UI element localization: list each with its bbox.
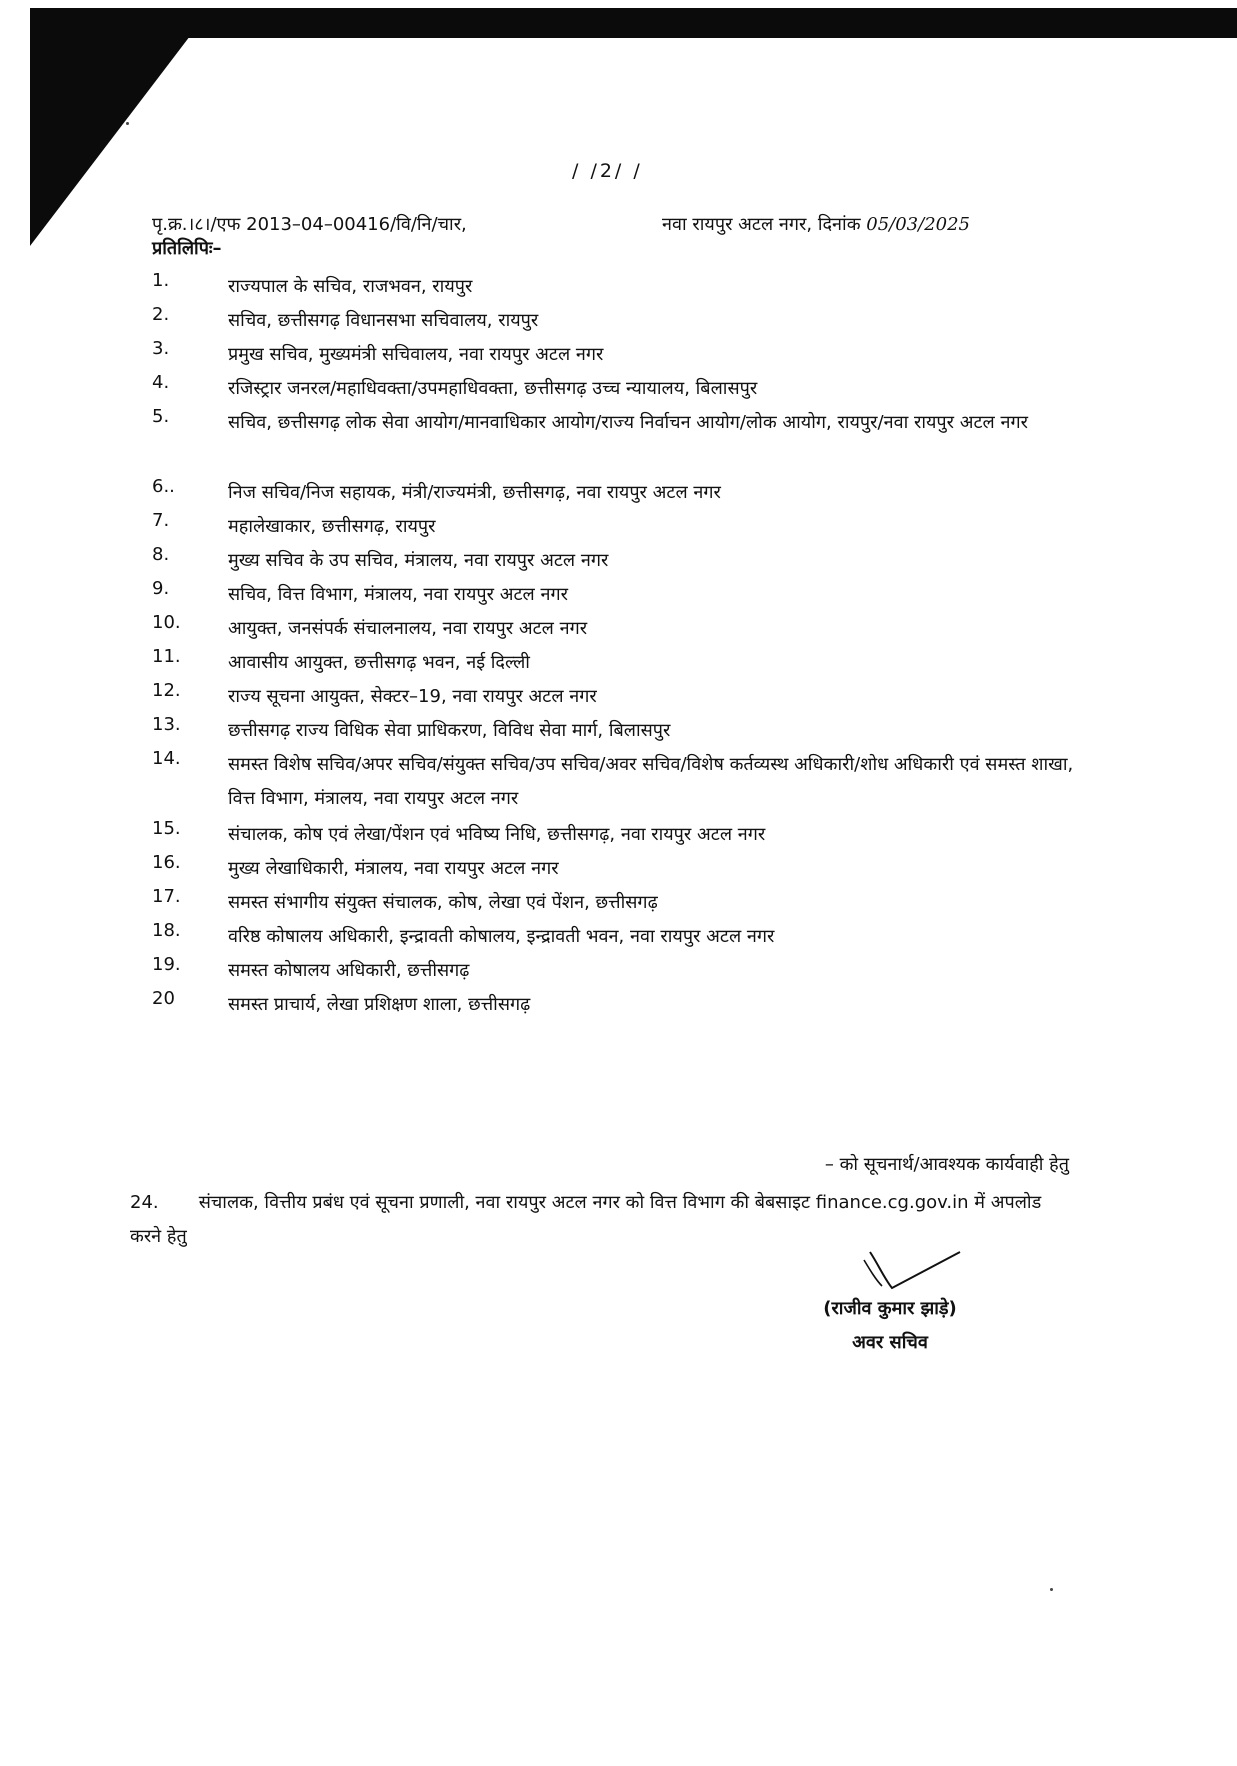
list-item (152, 578, 1082, 612)
item-number: 11. (152, 646, 181, 667)
item-number: 20 (152, 988, 175, 1009)
list-item (152, 646, 1082, 680)
item-text: समस्त कोषालय अधिकारी, छत्तीसगढ़ (228, 960, 470, 981)
item-number: 8. (152, 544, 170, 565)
list-item (152, 920, 1082, 954)
scan-speck (126, 122, 129, 125)
list-item (152, 852, 1082, 886)
item-number: 24. (130, 1192, 159, 1213)
list-item (152, 714, 1082, 748)
item-number: 19. (152, 954, 181, 975)
item-text: मुख्य लेखाधिकारी, मंत्रालय, नवा रायपुर अटल नगर (228, 858, 559, 879)
item-text: प्रमुख सचिव, मुख्यमंत्री सचिवालय, नवा रायपुर अटल नगर (228, 344, 604, 365)
signatory-name: (राजीव कुमार झाड़े) (823, 1298, 957, 1319)
list-item (152, 304, 1082, 338)
item-text: आवासीय आयुक्त, छत्तीसगढ़ भवन, नई दिल्ली (228, 652, 530, 673)
item-number: 15. (152, 818, 181, 839)
item-text: सचिव, छत्तीसगढ़ विधानसभा सचिवालय, रायपुर (228, 310, 539, 331)
item-number: 7. (152, 510, 170, 531)
list-item (152, 748, 1082, 818)
handwritten-signature (848, 1244, 968, 1304)
item-text: समस्त संभागीय संयुक्त संचालक, कोष, लेखा एवं पेंशन, छत्तीसगढ़ (228, 892, 658, 913)
list-item (152, 270, 1082, 304)
item-number: 16. (152, 852, 181, 873)
item-number: 17. (152, 886, 181, 907)
page-number: / /2/ / (572, 160, 643, 182)
item-number: 6.. (152, 476, 175, 497)
list-item (152, 338, 1082, 372)
item-text: राज्य सूचना आयुक्त, सेक्टर–19, नवा रायपुर अटल नगर (228, 686, 597, 707)
list-item (152, 988, 1082, 1022)
copy-heading: प्रतिलिपिः– (152, 238, 222, 259)
item-number: 18. (152, 920, 181, 941)
item-number: 13. (152, 714, 181, 735)
list-item (152, 954, 1082, 988)
item-text: आयुक्त, जनसंपर्क संचालनालय, नवा रायपुर अटल नगर (228, 618, 588, 639)
reference-date: 05/03/2025 (866, 214, 971, 235)
item-number: 5. (152, 406, 170, 427)
scan-shadow-bar (30, 8, 1237, 38)
item-number: 1. (152, 270, 170, 291)
item-text: सचिव, वित्त विभाग, मंत्रालय, नवा रायपुर अटल नगर (228, 584, 568, 605)
item-number: 4. (152, 372, 170, 393)
item-text: महालेखाकार, छत्तीसगढ़, रायपुर (228, 516, 436, 537)
list-item (152, 476, 1082, 510)
item-text: समस्त प्राचार्य, लेखा प्रशिक्षण शाला, छत्तीसगढ़ (228, 994, 531, 1015)
item-number: 9. (152, 578, 170, 599)
item-number: 2. (152, 304, 170, 325)
list-item (152, 510, 1082, 544)
item-text: संचालक, वित्तीय प्रबंध एवं सूचना प्रणाली, नवा रायपुर अटल नगर को वित्त विभाग की बेबसाइट finance.cg.gov.in में अपलोड करने हेतु (130, 1192, 1042, 1247)
item-text: मुख्य सचिव के उप सचिव, मंत्रालय, नवा रायपुर अटल नगर (228, 550, 609, 571)
reference-number: पृ.क्र.।८।/एफ 2013–04–00416/वि/नि/चार, (152, 214, 467, 235)
recipient-list (152, 270, 1082, 1022)
item-text: वरिष्ठ कोषालय अधिकारी, इन्द्रावती कोषालय, इन्द्रावती भवन, नवा रायपुर अटल नगर (228, 926, 775, 947)
list-item (152, 372, 1082, 406)
item-text: राज्यपाल के सचिव, राजभवन, रायपुर (228, 276, 473, 297)
item-text: रजिस्ट्रार जनरल/महाधिवक्ता/उपमहाधिवक्ता, छत्तीसगढ़ उच्च न्यायालय, बिलासपुर (228, 378, 758, 399)
reference-place: नवा रायपुर अटल नगर, दिनांक (662, 214, 861, 235)
list-item (152, 886, 1082, 920)
list-item (152, 818, 1082, 852)
item-text: समस्त विशेष सचिव/अपर सचिव/संयुक्त सचिव/उप सचिव/अवर सचिव/विशेष कर्तव्यस्थ अधिकारी/शोध अधिकारी एवं समस्त शाखा, वित्त विभाग, मंत्रालय, नवा रायपुर अटल नगर (228, 754, 1074, 809)
item-text: छत्तीसगढ़ राज्य विधिक सेवा प्राधिकरण, विविध सेवा मार्ग, बिलासपुर (228, 720, 671, 741)
item-number: 12. (152, 680, 181, 701)
scan-speck (1050, 1588, 1053, 1591)
list-item (152, 544, 1082, 578)
reference-place-date (662, 212, 970, 236)
action-note: – को सूचनार्थ/आवश्यक कार्यवाही हेतु (824, 1154, 1069, 1175)
item-text: निज सचिव/निज सहायक, मंत्री/राज्यमंत्री, छत्तीसगढ़, नवा रायपुर अटल नगर (228, 482, 721, 503)
item-number: 10. (152, 612, 181, 633)
list-item (152, 680, 1082, 714)
list-item (152, 612, 1082, 646)
item-text: सचिव, छत्तीसगढ़ लोक सेवा आयोग/मानवाधिकार आयोग/राज्य निर्वाचन आयोग/लोक आयोग, रायपुर/नवा रायपुर अटल नगर (228, 412, 1028, 433)
item-number: 3. (152, 338, 170, 359)
item-text: संचालक, कोष एवं लेखा/पेंशन एवं भविष्य निधि, छत्तीसगढ़, नवा रायपुर अटल नगर (228, 824, 766, 845)
item-number: 14. (152, 748, 181, 769)
list-item (152, 406, 1082, 476)
signatory-designation: अवर सचिव (852, 1332, 928, 1353)
